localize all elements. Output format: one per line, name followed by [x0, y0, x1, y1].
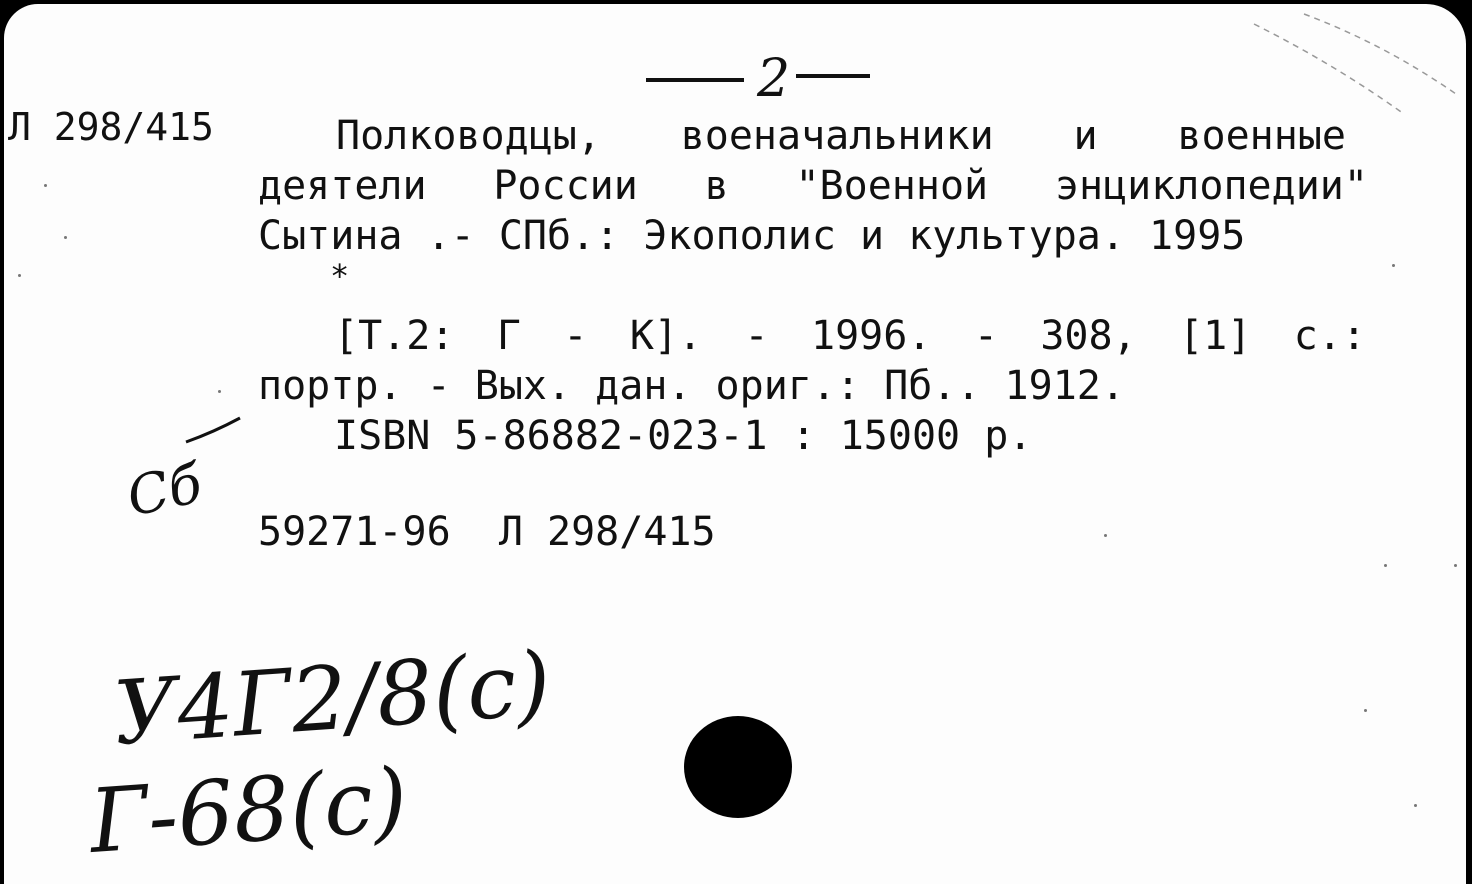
asterisk-mark: * — [330, 257, 350, 295]
title-word: энциклопедии" — [1054, 163, 1368, 209]
volume-line-2: портр. - Вых. дан. ориг.: Пб.. 1912. — [258, 363, 1125, 409]
catalog-card — [4, 4, 1466, 884]
title-word: в — [704, 163, 729, 209]
page-number: 2 — [757, 49, 791, 109]
volume-token: с.: — [1293, 313, 1366, 359]
title-word: Полководцы, — [336, 113, 601, 159]
volume-token: Г — [496, 313, 521, 359]
accession-line: 59271-96 Л 298/415 — [258, 509, 716, 555]
isbn-line: ISBN 5-86882-023-1 : 15000 р. — [334, 413, 1033, 459]
volume-token: - — [973, 313, 998, 359]
handwritten-shelf-code-1: У4Г2/8(с) — [110, 631, 554, 765]
handwritten-shelf-code-2: Г-68(с) — [86, 748, 411, 873]
title-word: военные — [1177, 113, 1346, 159]
title-word: "Военной — [795, 163, 989, 209]
title-word: военачальники — [680, 113, 994, 159]
handwritten-mark: Сб — [121, 451, 208, 529]
publication-line: Сытина .- СПб.: Экополис и культура. 1995 — [258, 213, 1246, 259]
volume-token: - — [563, 313, 588, 359]
volume-token: [1] — [1179, 313, 1252, 359]
volume-token: - — [744, 313, 769, 359]
call-number: Л 298/415 — [8, 105, 214, 149]
title-word: и — [1073, 113, 1098, 159]
volume-token: [Т.2: — [334, 313, 455, 359]
volume-token: 308, — [1040, 313, 1137, 359]
title-word: деятели — [258, 163, 427, 209]
title-word: России — [493, 163, 638, 209]
volume-token: 1996. — [810, 313, 932, 359]
punch-hole — [684, 716, 792, 818]
volume-token: К]. — [629, 313, 703, 359]
